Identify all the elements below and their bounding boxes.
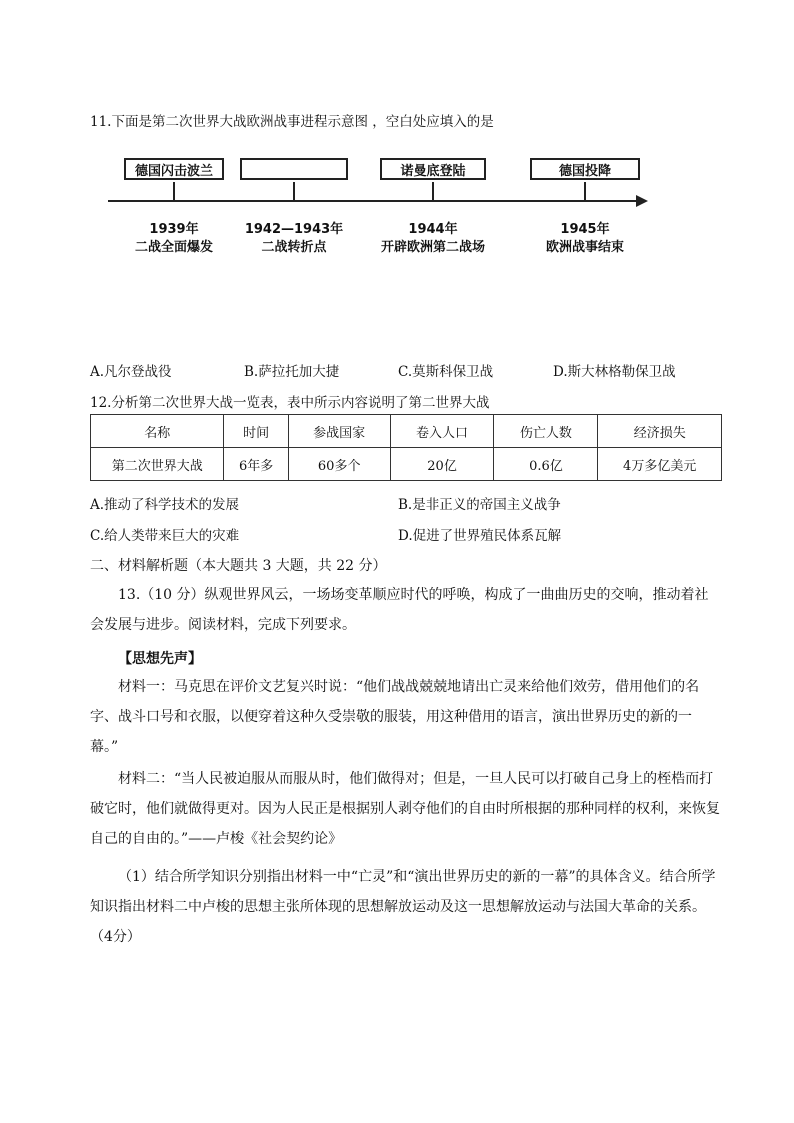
q11-option-d[interactable]: D.斯大林格勒保卫战 bbox=[553, 364, 676, 380]
timeline-tick bbox=[173, 182, 175, 202]
timeline-event-4: 欧洲战事结束 bbox=[545, 240, 624, 255]
section-title: 二、材料解析题（本大题共 3 大题，共 22 分） bbox=[90, 558, 387, 574]
timeline-tick bbox=[584, 182, 586, 202]
timeline-box-3: 诺曼底登陆 bbox=[380, 158, 486, 180]
q12-option-a[interactable]: A.推动了科学技术的发展 bbox=[90, 497, 240, 513]
table-header-cell: 时间 bbox=[224, 415, 288, 448]
material-two: 材料二：“当人民被迫服从而服从时，他们做得对；但是，一旦人民可以打破自己身上的桎梏而打破它时，他们就做得更对。因为人民正是根据别人剥夺他们的自由时所根据的那种同样的权利，来恢复自己的自由的。”——卢梭《社会契约论》 bbox=[90, 771, 720, 847]
timeline-year-3: 1944年 bbox=[408, 222, 458, 237]
war-summary-table bbox=[90, 414, 722, 481]
timeline-event-2: 二战转折点 bbox=[261, 240, 327, 255]
question-11-stem: 11.下面是第二次世界大战欧洲战事进程示意图 ，空白处应填入的是 bbox=[90, 114, 494, 130]
sub-question-1: （1）结合所学知识分别指出材料一中“亡灵”和“演出世界历史的新的一幕”的具体含义。结合所学知识指出材料二中卢梭的思想主张所体现的思想解放运动及这一思想解放运动与法国大革命的关系。（4分） bbox=[90, 869, 716, 945]
timeline-year-1: 1939年 bbox=[149, 222, 199, 237]
table-row bbox=[91, 448, 722, 481]
timeline-box-1: 德国闪击波兰 bbox=[124, 158, 224, 180]
question-13-intro: 13.（10 分）纵观世界风云，一场场变革顺应时代的呼唤，构成了一曲曲历史的交响，推动着社会发展与进步。阅读材料，完成下列要求。 bbox=[90, 587, 709, 633]
timeline-year-4: 1945年 bbox=[560, 222, 610, 237]
q12-option-b[interactable]: B.是非正义的帝国主义战争 bbox=[398, 497, 561, 513]
timeline-tick bbox=[432, 182, 434, 202]
table-cell: 4万多亿美元 bbox=[598, 448, 722, 481]
table-cell: 20亿 bbox=[390, 448, 494, 481]
material-one: 材料一：马克思在评价文艺复兴时说：“他们战战兢兢地请出亡灵来给他们效劳，借用他们的名字、战斗口号和衣服，以便穿着这种久受崇敬的服装，用这种借用的语言，演出世界历史的新的一幕。” bbox=[90, 679, 700, 755]
timeline-year-2: 1942—1943年 bbox=[244, 222, 344, 237]
q12-option-c[interactable]: C.给人类带来巨大的灾难 bbox=[90, 528, 240, 544]
table-header-row bbox=[91, 415, 722, 448]
timeline-axis bbox=[108, 200, 640, 202]
table-cell: 第二次世界大战 bbox=[91, 448, 224, 481]
table-header-cell: 伤亡人数 bbox=[494, 415, 598, 448]
timeline-event-3: 开辟欧洲第二战场 bbox=[380, 240, 485, 255]
table-header-cell: 卷入人口 bbox=[390, 415, 494, 448]
question-12-stem: 12.分析第二次世界大战一览表，表中所示内容说明了第二世界大战 bbox=[90, 395, 490, 411]
section-heading: 【思想先声】 bbox=[118, 651, 202, 667]
q11-option-c[interactable]: C.莫斯科保卫战 bbox=[398, 364, 494, 380]
table-cell: 60多个 bbox=[288, 448, 390, 481]
table-header-cell: 名称 bbox=[91, 415, 224, 448]
timeline-box-4: 德国投降 bbox=[530, 158, 640, 180]
timeline-arrow-icon bbox=[636, 195, 648, 207]
timeline-event-1: 二战全面爆发 bbox=[134, 240, 213, 255]
q11-option-b[interactable]: B.萨拉托加大捷 bbox=[244, 364, 340, 380]
timeline-tick bbox=[293, 182, 295, 202]
table-cell: 0.6亿 bbox=[494, 448, 598, 481]
q12-option-d[interactable]: D.促进了世界殖民体系瓦解 bbox=[398, 528, 562, 544]
table-header-cell: 参战国家 bbox=[288, 415, 390, 448]
table-header-cell: 经济损失 bbox=[598, 415, 722, 448]
q11-option-a[interactable]: A.凡尔登战役 bbox=[90, 364, 172, 380]
table-cell: 6年多 bbox=[224, 448, 288, 481]
timeline-blank-box bbox=[240, 158, 348, 180]
